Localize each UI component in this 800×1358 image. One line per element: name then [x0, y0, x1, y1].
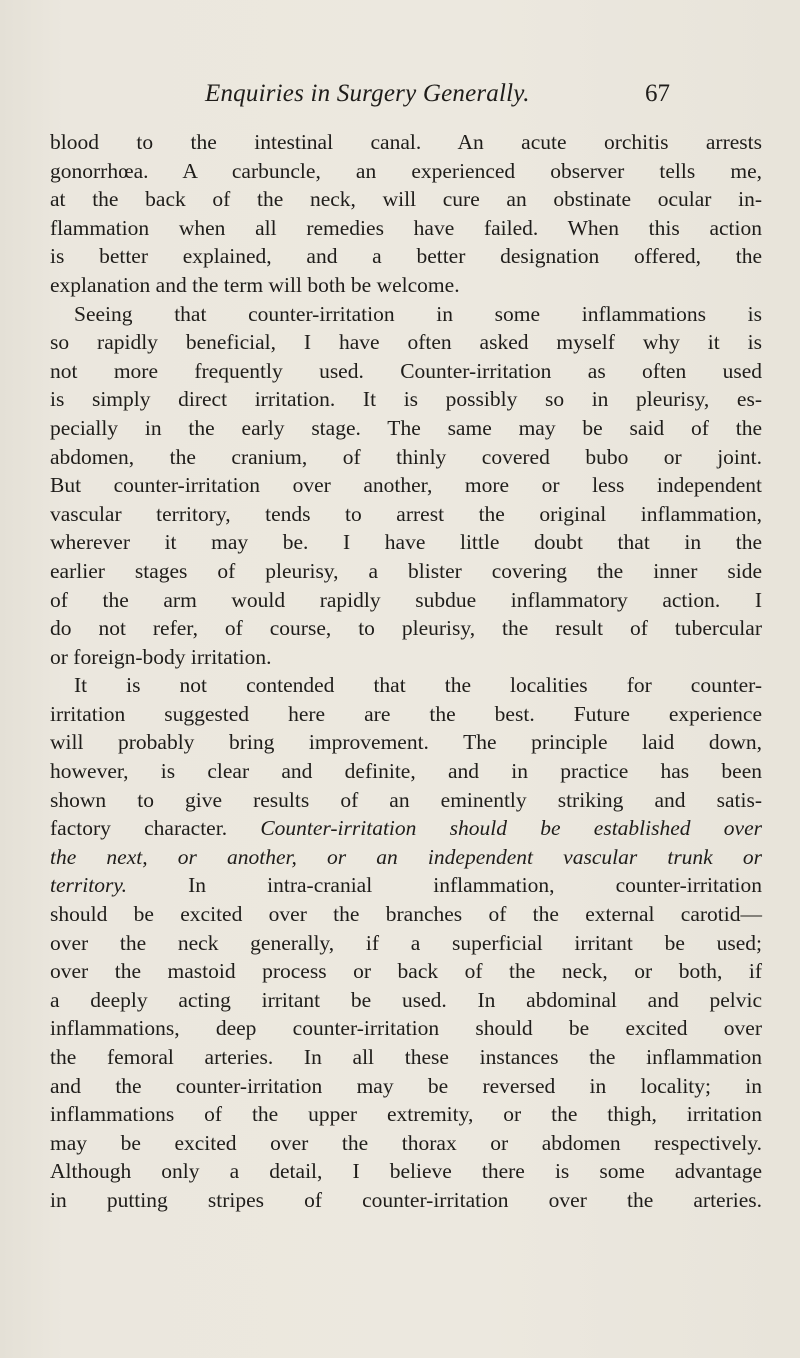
text-segment: abdomen, the cranium, of thinly covered bubo or joint.: [50, 444, 762, 469]
text-line: [50, 1043, 762, 1072]
running-head: Enquiries in Surgery Generally.: [205, 80, 530, 107]
text-line: [50, 671, 762, 700]
text-line: [50, 871, 762, 900]
text-segment: factory character.: [50, 816, 261, 841]
text-line: [50, 157, 762, 186]
text-line: [50, 1072, 762, 1101]
text-segment: explanation and the term will both be welcome.: [50, 272, 460, 297]
text-segment: is better explained, and a better designation offered, the: [50, 244, 762, 269]
text-segment: over the neck generally, if a superficial irritant be used;: [50, 930, 762, 955]
text-line: [50, 242, 762, 271]
text-segment: earlier stages of pleurisy, a blister covering the inner side: [50, 558, 762, 583]
text-segment: flammation when all remedies have failed. When this action: [50, 215, 762, 240]
text-segment: But counter-irritation over another, more or less independent: [50, 473, 762, 498]
text-segment: so rapidly beneficial, I have often asked myself why it is: [50, 330, 762, 355]
text-line: [50, 271, 762, 300]
text-line: [50, 586, 762, 615]
text-line: [50, 528, 762, 557]
text-segment: gonorrhœa. A carbuncle, an experienced observer tells me,: [50, 158, 762, 183]
text-line: [50, 357, 762, 386]
text-segment: a deeply acting irritant be used. In abdominal and pelvic: [50, 987, 762, 1012]
italic-text-segment: territory.: [50, 873, 128, 898]
text-segment: is simply direct irritation. It is possibly so in pleurisy, es-: [50, 387, 762, 412]
text-line: [50, 900, 762, 929]
italic-text-segment: the next, or another, or an independent vascular trunk or: [50, 844, 762, 869]
text-line: [50, 1157, 762, 1186]
text-line: [50, 443, 762, 472]
text-segment: at the back of the neck, will cure an obstinate ocular in-: [50, 187, 762, 212]
italic-text-segment: Counter-irritation should be established over: [260, 816, 762, 841]
text-segment: blood to the intestinal canal. An acute orchitis arrests: [50, 130, 762, 154]
text-line: [50, 957, 762, 986]
text-segment: shown to give results of an eminently striking and satis-: [50, 787, 762, 812]
text-segment: will probably bring improvement. The principle laid down,: [50, 730, 762, 755]
text-line: [50, 300, 762, 329]
text-line: [50, 614, 762, 643]
text-segment: Although only a detail, I believe there is some advantage: [50, 1159, 762, 1184]
page-number: 67: [645, 80, 670, 107]
text-segment: however, is clear and definite, and in practice has been: [50, 759, 762, 784]
text-segment: inflammations of the upper extremity, or the thigh, irritation: [50, 1102, 762, 1127]
text-segment: not more frequently used. Counter-irritation as often used: [50, 358, 762, 383]
text-segment: and the counter-irritation may be reversed in locality; in: [50, 1073, 762, 1098]
text-segment: It is not contended that the localities for counter-: [74, 673, 762, 698]
text-segment: or foreign-body irritation.: [50, 644, 272, 669]
text-line: [50, 643, 762, 672]
text-line: [50, 557, 762, 586]
text-line: [50, 471, 762, 500]
text-segment: In intra-cranial inflammation, counter-irritation: [127, 873, 762, 898]
text-line: [50, 700, 762, 729]
text-segment: do not refer, of course, to pleurisy, the result of tubercular: [50, 616, 762, 641]
text-line: [50, 1100, 762, 1129]
text-segment: the femoral arteries. In all these instances the inflammation: [50, 1045, 762, 1069]
text-line: [50, 185, 762, 214]
text-line: [50, 214, 762, 243]
text-line: [50, 757, 762, 786]
text-line: [50, 728, 762, 757]
text-line: [50, 786, 762, 815]
page-header: [0, 80, 800, 120]
text-segment: irritation suggested here are the best. Future experience: [50, 701, 762, 726]
text-line: [50, 814, 762, 843]
text-segment: should be excited over the branches of the external carotid—: [50, 902, 762, 927]
text-segment: pecially in the early stage. The same may be said of the: [50, 415, 762, 440]
text-line: [50, 500, 762, 529]
text-line: [50, 414, 762, 443]
text-line: [50, 328, 762, 357]
text-line: [50, 128, 762, 157]
text-line: [50, 1014, 762, 1043]
text-segment: vascular territory, tends to arrest the original inflammation,: [50, 501, 762, 526]
text-line: [50, 929, 762, 958]
text-segment: of the arm would rapidly subdue inflammatory action. I: [50, 587, 762, 612]
text-segment: inflammations, deep counter-irritation should be excited over: [50, 1016, 762, 1041]
text-segment: over the mastoid process or back of the neck, or both, if: [50, 959, 762, 984]
text-line: [50, 1186, 762, 1215]
text-segment: Seeing that counter-irritation in some inflammations is: [74, 301, 762, 326]
text-line: [50, 843, 762, 872]
text-line: [50, 385, 762, 414]
text-segment: in putting stripes of counter-irritation over the arteries.: [50, 1187, 762, 1212]
body-text: [50, 128, 762, 1215]
text-line: [50, 986, 762, 1015]
text-segment: wherever it may be. I have little doubt that in the: [50, 530, 762, 555]
text-line: [50, 1129, 762, 1158]
text-segment: may be excited over the thorax or abdomen respectively.: [50, 1130, 762, 1155]
